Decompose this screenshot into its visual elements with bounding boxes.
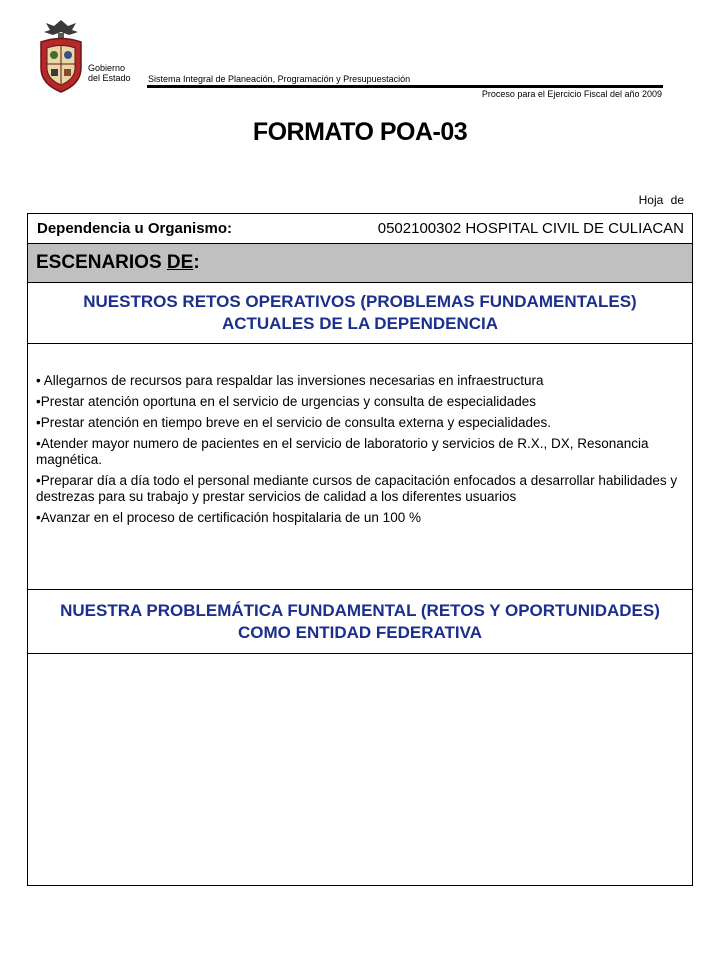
escenarios-prefix: ESCENARIOS [36,252,167,273]
dependencia-label: Dependencia u Organismo: [37,220,233,237]
system-name: Sistema Integral de Planeación, Programación y Presupuestación [148,74,411,84]
dependencia-value: 0502100302 HOSPITAL CIVIL DE CULIACAN [377,220,684,237]
gobierno-label: Gobierno del Estado [88,63,131,83]
state-seal-logo [36,18,86,96]
hoja-label: Hoja de [638,193,684,207]
escenarios-suffix: : [193,252,200,273]
list-item: •Atender mayor numero de pacientes en el servicio de laboratorio y servicios de R.X., DX, Resonancia magnética. [36,436,649,467]
escenarios-underlined: DE [166,252,194,273]
poa-form [27,213,693,886]
list-item: •Prestar atención en tiempo breve en el servicio de consulta externa y especialidades. [36,415,552,430]
list-item: •Preparar día a día todo el personal mediante cursos de capacitación enfocados a desarrollar habilidades y destrezas para su trabajo y prestar servicios de calidad a los diferentes usuarios [36,473,678,504]
list-item: •Avanzar en el proceso de certificación hospitalaria de un 100 % [36,510,421,525]
section1-list [28,344,692,590]
page-title: FORMATO POA-03 [252,118,468,146]
list-item: • Allegarnos de recursos para respaldar las inversiones necesarias en infraestructura [36,373,544,388]
escenarios-header [28,244,692,283]
process-text: Proceso para el Ejercicio Fiscal del año 2009 [481,89,662,99]
list-item: •Prestar atención oportuna en el servicio de urgencias y consulta de especialidades [36,394,537,409]
section1-heading: NUESTROS RETOS OPERATIVOS (PROBLEMAS FUNDAMENTALES) ACTUALES DE LA DEPENDENCIA [28,283,692,344]
section2-heading: NUESTRA PROBLEMÁTICA FUNDAMENTAL (RETOS Y OPORTUNIDADES) COMO ENTIDAD FEDERATIVA [28,590,692,654]
dependencia-row [28,214,692,244]
header-rule [147,85,663,88]
